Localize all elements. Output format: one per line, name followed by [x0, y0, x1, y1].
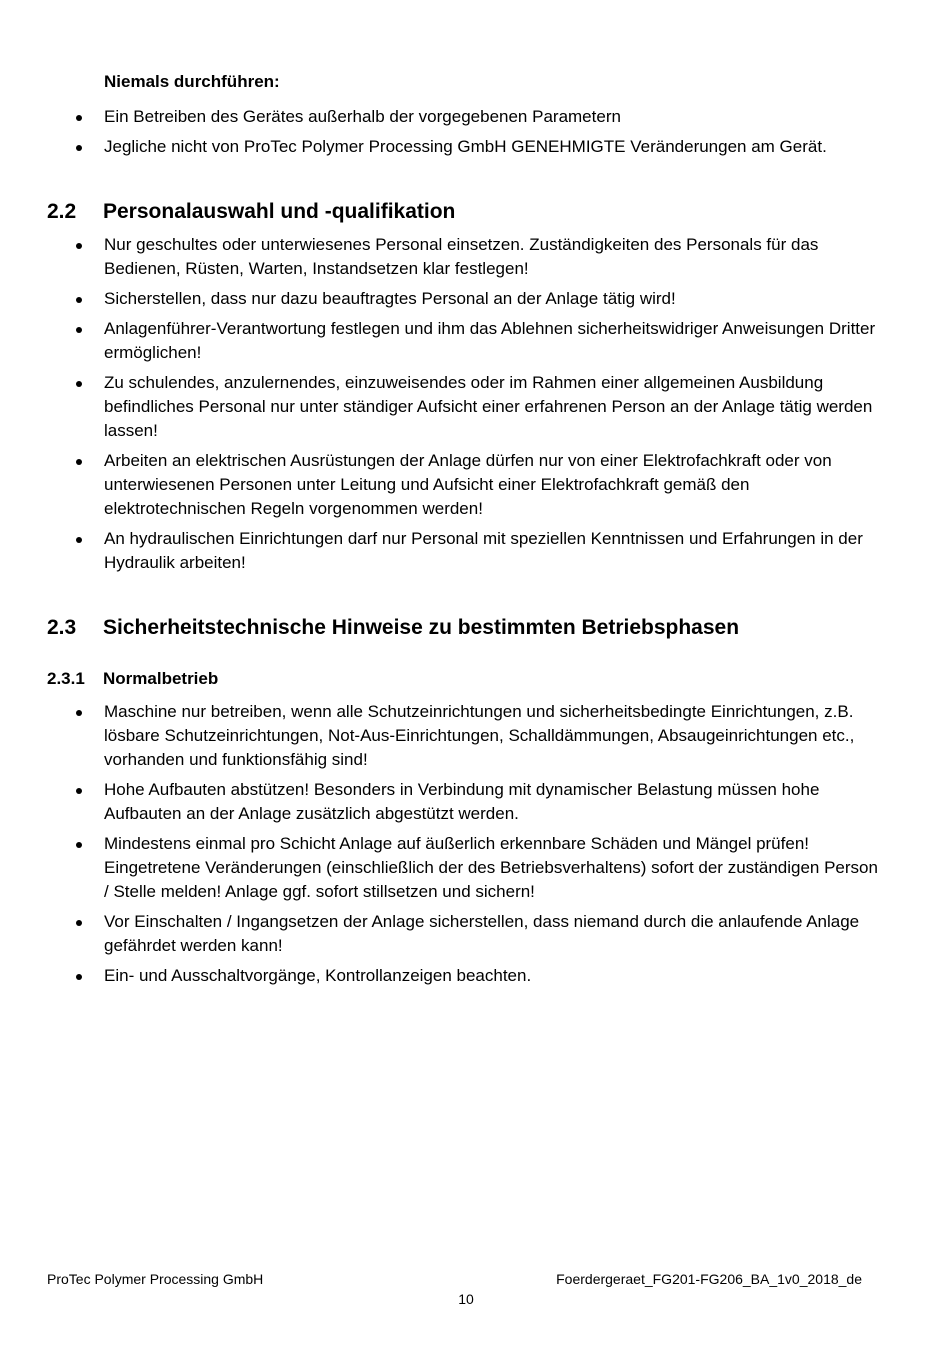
- bullet-icon: [76, 115, 82, 121]
- list-item-text: Mindestens einmal pro Schicht Anlage auf äußerlich erkennbare Schäden und Mängel prüfen! Eingetretene Veränderungen (einschließlich der des Betriebsverhaltens) sofort der zuständigen Person / Stelle melden! Anlage ggf. sofort stillsetzen und sichern!: [104, 834, 878, 901]
- section-heading-2-2: [47, 198, 455, 226]
- bullet-icon: [76, 459, 82, 465]
- section-2-3-1-list: [0, 700, 880, 994]
- section-number: 2.2: [47, 200, 77, 223]
- bullet-icon: [76, 297, 82, 303]
- bullet-icon: [76, 842, 82, 848]
- list-item-text: Ein- und Ausschaltvorgänge, Kontrollanzeigen beachten.: [104, 966, 532, 985]
- bullet-icon: [76, 920, 82, 926]
- list-item: [0, 233, 880, 281]
- bullet-icon: [76, 788, 82, 794]
- bullet-icon: [76, 537, 82, 543]
- section-number: 2.3.1: [47, 669, 85, 688]
- bullet-icon: [76, 327, 82, 333]
- list-item: [0, 910, 880, 958]
- list-item-text: Jegliche nicht von ProTec Polymer Processing GmbH GENEHMIGTE Veränderungen am Gerät.: [104, 137, 827, 156]
- list-item-text: Hohe Aufbauten abstützen! Besonders in Verbindung mit dynamischer Belastung müssen hohe Aufbauten an der Anlage zusätzlich abgestützt werden.: [104, 780, 820, 823]
- list-item: [0, 832, 880, 904]
- list-item: [0, 287, 880, 311]
- footer-document-id: Foerdergeraet_FG201-FG206_BA_1v0_2018_de: [556, 1271, 862, 1287]
- list-item-text: Anlagenführer-Verantwortung festlegen und ihm das Ablehnen sicherheitswidriger Anweisungen Dritter ermöglichen!: [104, 319, 876, 362]
- list-item: [0, 778, 880, 826]
- list-item: [0, 105, 880, 129]
- bullet-icon: [76, 243, 82, 249]
- section-title: Sicherheitstechnische Hinweise zu bestimmten Betriebsphasen: [103, 616, 740, 639]
- section-2-2-list: [0, 233, 880, 581]
- list-item-text: Maschine nur betreiben, wenn alle Schutzeinrichtungen und sicherheitsbedingte Einrichtungen, z.B. lösbare Schutzeinrichtungen, Not-Aus-Einrichtungen, Schalldämmungen, Absaugeinrichtungen etc., vorhanden und funktionsfähig sind!: [104, 702, 855, 769]
- bullet-icon: [76, 710, 82, 716]
- section-heading-2-3-1: [47, 667, 218, 691]
- list-item: [0, 371, 880, 443]
- intro-subheading: Niemals durchführen:: [104, 72, 280, 91]
- list-item: [0, 135, 880, 159]
- list-item-text: Nur geschultes oder unterwiesenes Personal einsetzen. Zuständigkeiten des Personals für das Bedienen, Rüsten, Warten, Instandsetzen klar festlegen!: [104, 235, 819, 278]
- section-title: Normalbetrieb: [103, 669, 219, 688]
- section-number: 2.3: [47, 616, 77, 639]
- list-item-text: Ein Betreiben des Gerätes außerhalb der vorgegebenen Parametern: [104, 107, 621, 126]
- page-number: 10: [458, 1291, 474, 1307]
- bullet-icon: [76, 381, 82, 387]
- list-item-text: Sicherstellen, dass nur dazu beauftragtes Personal an der Anlage tätig wird!: [104, 289, 676, 308]
- list-item-text: Zu schulendes, anzulernendes, einzuweisendes oder im Rahmen einer allgemeinen Ausbildung befindliches Personal nur unter ständiger Aufsicht einer erfahrenen Person an der Anlage tätig werden lassen!: [104, 373, 873, 440]
- section-title: Personalauswahl und -qualifikation: [103, 200, 456, 223]
- list-item: [0, 317, 880, 365]
- list-item: [0, 700, 880, 772]
- list-item: [0, 449, 880, 521]
- list-item-text: An hydraulischen Einrichtungen darf nur Personal mit speziellen Kenntnissen und Erfahrungen in der Hydraulik arbeiten!: [104, 529, 863, 572]
- bullet-icon: [76, 974, 82, 980]
- list-item: [0, 964, 880, 988]
- intro-list: [0, 105, 880, 165]
- footer-company: ProTec Polymer Processing GmbH: [47, 1271, 264, 1287]
- section-heading-2-3: [47, 614, 739, 642]
- list-item: [0, 527, 880, 575]
- list-item-text: Vor Einschalten / Ingangsetzen der Anlage sicherstellen, dass niemand durch die anlaufende Anlage gefährdet werden kann!: [104, 912, 860, 955]
- list-item-text: Arbeiten an elektrischen Ausrüstungen der Anlage dürfen nur von einer Elektrofachkraft oder von unterwiesenen Personen unter Leitung und Aufsicht einer Elektrofachkraft gemäß den elektrotechnischen Regeln vorgenommen werden!: [104, 451, 832, 518]
- bullet-icon: [76, 145, 82, 151]
